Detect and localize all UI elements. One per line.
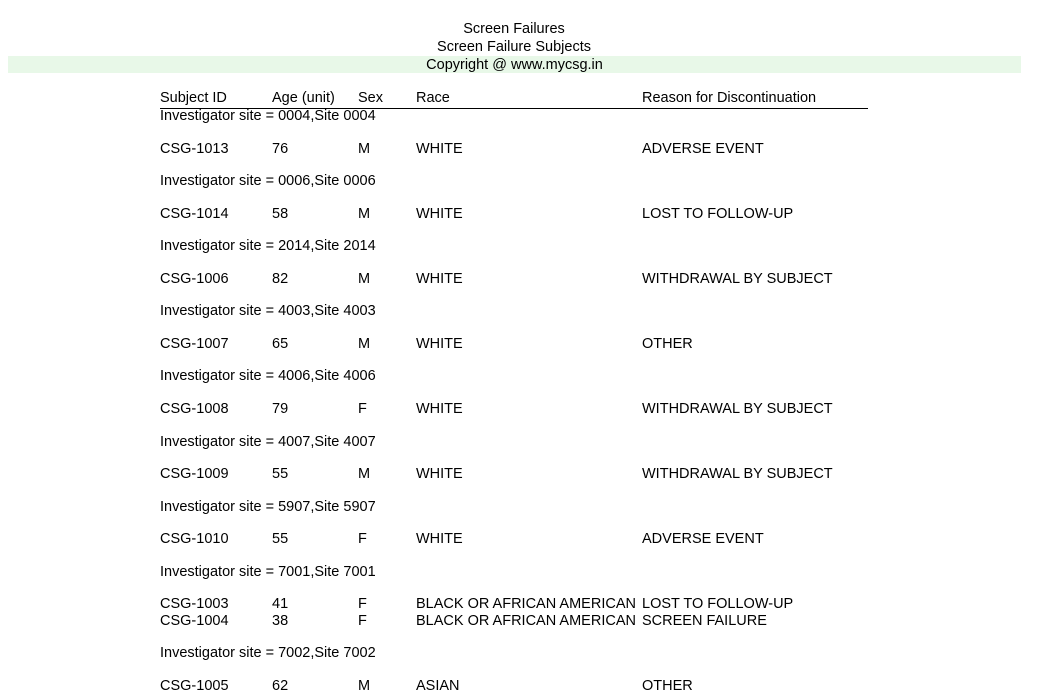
header-reason: Reason for Discontinuation bbox=[642, 90, 817, 106]
site-group-label: Investigator site = 4007,Site 4007 bbox=[160, 433, 376, 450]
cell-race: WHITE bbox=[416, 466, 463, 482]
header-age: Age (unit) bbox=[272, 90, 335, 106]
cell-subject-id: CSG-1004 bbox=[160, 612, 229, 629]
site-group-label: Investigator site = 5907,Site 5907 bbox=[160, 498, 376, 515]
cell-age: 79 bbox=[272, 400, 289, 417]
table-row bbox=[160, 596, 868, 613]
table-row bbox=[160, 206, 868, 223]
cell-subject-id: CSG-1009 bbox=[160, 466, 229, 482]
table-row bbox=[160, 271, 868, 288]
site-group-label: Investigator site = 0004,Site 0004 bbox=[160, 108, 376, 124]
site-group-label: Investigator site = 7001,Site 7001 bbox=[160, 563, 376, 580]
cell-reason: ADVERSE EVENT bbox=[642, 140, 764, 157]
header-subject-id: Subject ID bbox=[160, 90, 227, 106]
cell-race: ASIAN bbox=[416, 677, 460, 694]
cell-sex: M bbox=[358, 466, 371, 482]
report-title: Screen Failures bbox=[463, 21, 565, 37]
cell-reason: WITHDRAWAL BY SUBJECT bbox=[642, 466, 833, 482]
cell-subject-id: CSG-1003 bbox=[160, 596, 229, 613]
cell-reason: SCREEN FAILURE bbox=[642, 612, 767, 629]
cell-race: BLACK OR AFRICAN AMERICAN bbox=[416, 612, 636, 629]
cell-reason: ADVERSE EVENT bbox=[642, 531, 764, 548]
cell-subject-id: CSG-1007 bbox=[160, 335, 229, 352]
cell-age: 62 bbox=[272, 677, 289, 694]
cell-subject-id: CSG-1008 bbox=[160, 400, 229, 417]
listing-table bbox=[160, 0, 870, 694]
cell-race: BLACK OR AFRICAN AMERICAN bbox=[416, 596, 636, 613]
cell-race: WHITE bbox=[416, 400, 463, 417]
site-group-label: Investigator site = 2014,Site 2014 bbox=[160, 238, 376, 255]
table-row bbox=[160, 336, 868, 353]
header-sex: Sex bbox=[358, 90, 383, 106]
cell-sex: F bbox=[358, 612, 367, 629]
cell-reason: WITHDRAWAL BY SUBJECT bbox=[642, 400, 833, 417]
site-group-label: Investigator site = 4003,Site 4003 bbox=[160, 303, 376, 320]
cell-age: 38 bbox=[272, 612, 289, 629]
cell-reason: LOST TO FOLLOW-UP bbox=[642, 205, 794, 222]
table-row bbox=[160, 678, 868, 695]
cell-sex: M bbox=[358, 205, 371, 222]
site-group-label: Investigator site = 7002,Site 7002 bbox=[160, 645, 376, 662]
cell-age: 65 bbox=[272, 335, 289, 352]
report-subtitle: Screen Failure Subjects bbox=[437, 39, 591, 55]
cell-sex: F bbox=[358, 531, 367, 548]
cell-age: 82 bbox=[272, 270, 289, 287]
cell-race: WHITE bbox=[416, 335, 463, 352]
cell-age: 55 bbox=[272, 531, 289, 548]
cell-race: WHITE bbox=[416, 531, 463, 548]
header-race: Race bbox=[416, 90, 450, 106]
copyright-text: Copyright @ www.mycsg.in bbox=[426, 57, 603, 73]
cell-subject-id: CSG-1010 bbox=[160, 531, 229, 548]
cell-sex: M bbox=[358, 270, 371, 287]
table-header bbox=[160, 90, 868, 109]
cell-reason: LOST TO FOLLOW-UP bbox=[642, 596, 794, 613]
cell-age: 55 bbox=[272, 466, 289, 482]
cell-race: WHITE bbox=[416, 205, 463, 222]
cell-subject-id: CSG-1014 bbox=[160, 205, 229, 222]
table-row bbox=[160, 531, 868, 548]
cell-age: 58 bbox=[272, 205, 289, 222]
cell-reason: OTHER bbox=[642, 677, 693, 694]
cell-age: 76 bbox=[272, 140, 289, 157]
cell-reason: OTHER bbox=[642, 335, 693, 352]
cell-age: 41 bbox=[272, 596, 289, 613]
cell-race: WHITE bbox=[416, 270, 463, 287]
table-row bbox=[160, 401, 868, 418]
cell-sex: F bbox=[358, 596, 367, 613]
table-row bbox=[160, 613, 868, 630]
table-row bbox=[160, 141, 868, 158]
cell-sex: M bbox=[358, 335, 371, 352]
cell-subject-id: CSG-1005 bbox=[160, 677, 229, 694]
cell-subject-id: CSG-1013 bbox=[160, 140, 229, 157]
cell-reason: WITHDRAWAL BY SUBJECT bbox=[642, 270, 833, 287]
table-row bbox=[160, 466, 868, 483]
cell-subject-id: CSG-1006 bbox=[160, 270, 229, 287]
site-group-label: Investigator site = 4006,Site 4006 bbox=[160, 368, 376, 385]
cell-sex: F bbox=[358, 400, 367, 417]
cell-race: WHITE bbox=[416, 140, 463, 157]
cell-sex: M bbox=[358, 140, 371, 157]
site-group-label: Investigator site = 0006,Site 0006 bbox=[160, 173, 376, 190]
cell-sex: M bbox=[358, 677, 371, 694]
